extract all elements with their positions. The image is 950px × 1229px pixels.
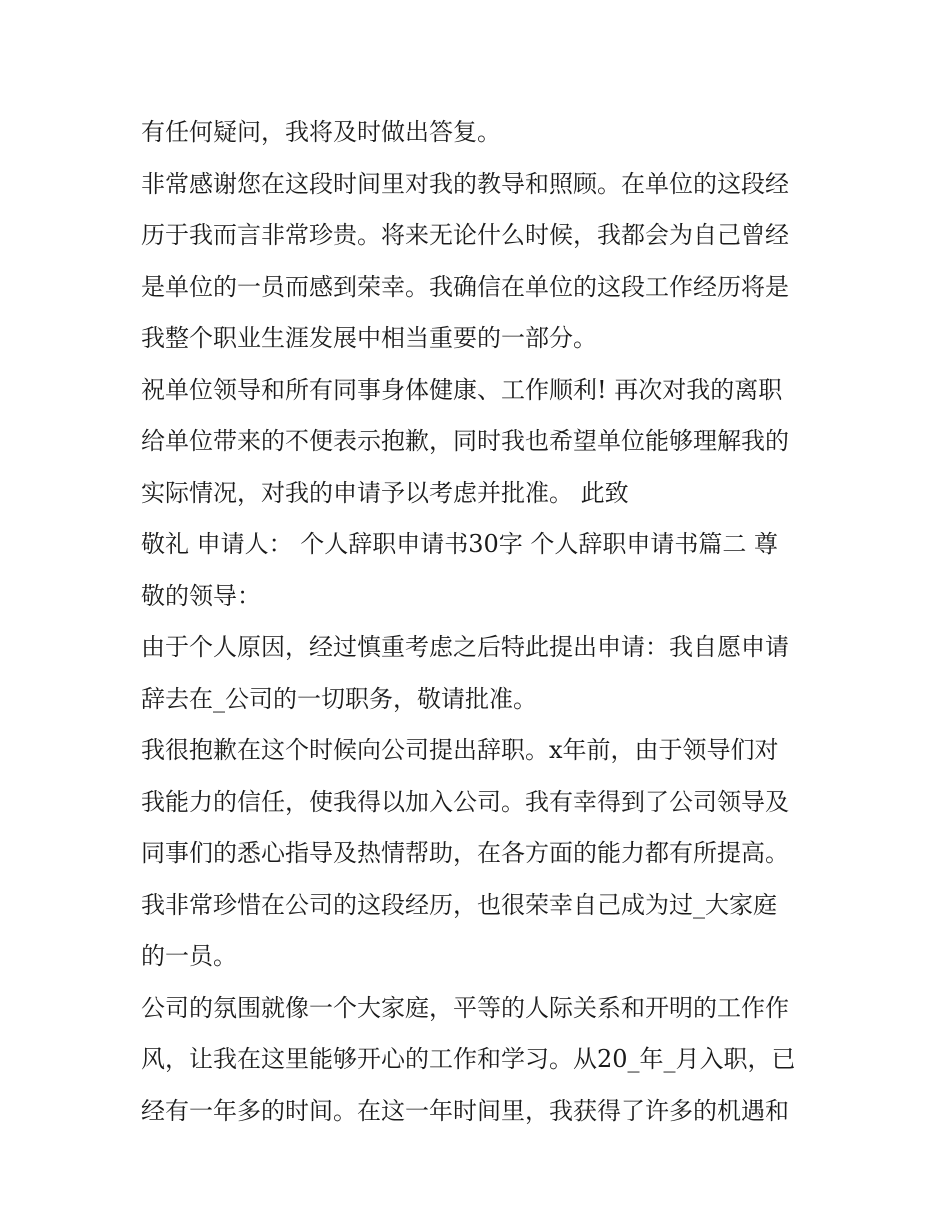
text-line: 风，让我在这里能够开心的工作和学习。从20_年_月入职，已 bbox=[141, 1045, 796, 1073]
text-line: 祝单位领导和所有同事身体健康、工作顺利! 再次对我的离职 bbox=[141, 375, 783, 404]
text-line: 的一员。 bbox=[141, 942, 237, 970]
text-line: 有任何疑问，我将及时做出答复。 bbox=[141, 118, 501, 146]
text-line: 是单位的一员而感到荣幸。我确信在单位的这段工作经历将是 bbox=[141, 272, 789, 301]
text-line: 公司的氛围就像一个大家庭，平等的人际关系和开明的工作作 bbox=[141, 993, 789, 1022]
text-line: 我能力的信任，使我得以加入公司。我有幸得到了公司领导及 bbox=[141, 787, 789, 816]
text-line: 我很抱歉在这个时候向公司提出辞职。x年前，由于领导们对 bbox=[141, 736, 779, 764]
text-line: 敬礼 申请人： 个人辞职申请书30字 个人辞职申请书篇二 尊 bbox=[141, 530, 779, 558]
document-body bbox=[141, 107, 821, 1137]
text-line: 给单位带来的不便表示抱歉，同时我也希望单位能够理解我的 bbox=[141, 427, 789, 455]
text-line: 我整个职业生涯发展中相当重要的一部分。 bbox=[141, 324, 597, 352]
text-line: 历于我而言非常珍贵。将来无论什么时候，我都会为自己曾经 bbox=[141, 221, 789, 249]
text-line: 敬的领导： bbox=[141, 581, 261, 610]
text-line: 非常感谢您在这段时间里对我的教导和照顾。在单位的这段经 bbox=[141, 169, 789, 198]
text-line: 经有一年多的时间。在这一年时间里，我获得了许多的机遇和 bbox=[141, 1096, 789, 1125]
text-line: 由于个人原因，经过慎重考虑之后特此提出申请：我自愿申请 bbox=[141, 633, 789, 661]
text-line: 我非常珍惜在公司的这段经历，也很荣幸自己成为过_大家庭 bbox=[141, 890, 777, 919]
text-line: 辞去在_公司的一切职务，敬请批准。 bbox=[141, 684, 537, 713]
text-line: 同事们的悉心指导及热情帮助，在各方面的能力都有所提高。 bbox=[141, 839, 789, 867]
text-line: 实际情况，对我的申请予以考虑并批准。 此致 bbox=[141, 478, 629, 507]
